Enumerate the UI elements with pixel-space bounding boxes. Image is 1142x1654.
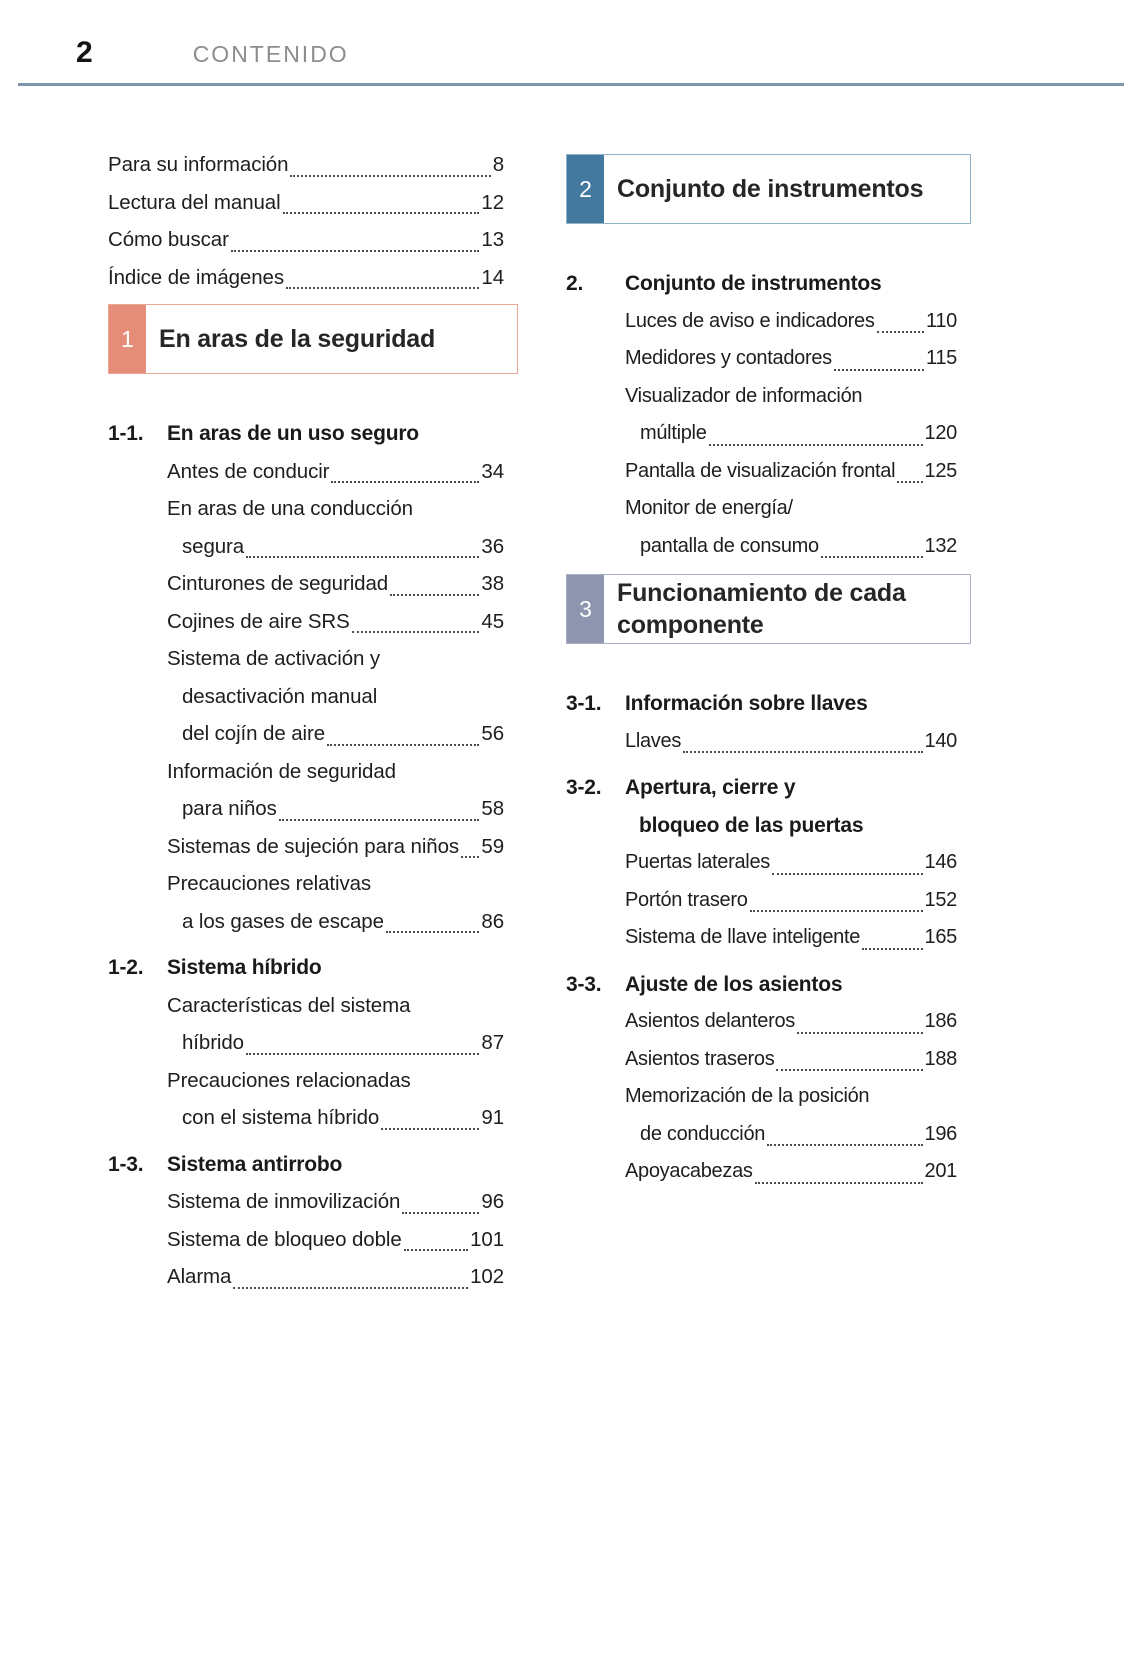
toc-entry [625,1041,957,1079]
leader-dots [327,744,479,746]
toc-entry-line [108,184,518,222]
toc-entry-page: 188 [924,1047,957,1070]
toc-entry-page: 152 [924,888,957,911]
toc-entry-page: 45 [481,609,504,633]
toc-entry-line [625,415,957,453]
leader-dots [386,931,479,933]
toc-entry-line [625,1116,957,1154]
section-banner-2 [566,154,971,224]
toc-list [108,1183,518,1296]
section-number: 3 [579,595,592,622]
group-number: 1-3. [108,1152,144,1176]
group-title-line: Sistema antirrobo [167,1152,343,1176]
toc-entry-label: híbrido [182,1031,244,1054]
toc-entry-page: 14 [481,265,504,289]
toc-entry-line [625,378,957,416]
toc-entry-label: de conducción [640,1122,766,1145]
leader-dots [352,631,480,633]
toc-entry-line [167,790,504,828]
toc-entry [167,603,504,641]
toc-entry-label: Apoyacabezas [625,1160,753,1182]
group-number: 3-2. [566,776,602,799]
group-title [167,415,419,453]
group-heading [566,769,971,844]
toc-entry [625,882,957,920]
toc-entry-label: Pantalla de visualización frontal [625,459,896,482]
group-heading [566,685,971,723]
section-number-tab [567,155,604,223]
toc-entry-page: 120 [924,422,957,444]
toc-entry-line [167,1258,504,1296]
toc-column-right [566,146,971,1305]
toc-entry-page: 101 [470,1227,504,1251]
leader-dots [897,481,922,483]
toc-entry-label: a los gases de escape [182,909,384,933]
toc-entry-page: 38 [481,572,504,595]
toc-entry [167,1183,504,1221]
toc-list [566,303,971,566]
toc-list [108,453,518,941]
toc-entry-line [625,303,957,341]
leader-dots [381,1128,479,1130]
toc-entry [167,865,504,940]
leader-dots [767,1144,922,1146]
toc-entry-line [167,490,504,528]
toc-entry [108,259,518,297]
leader-dots [834,369,924,371]
toc-entry-label: Precauciones relativas [167,872,372,895]
toc-entry-page: 125 [924,459,957,482]
toc-entry-page: 201 [924,1160,957,1182]
toc-entry-page: 132 [924,534,957,557]
group-number: 1-1. [108,422,144,445]
toc-entry-label: Para su información [108,153,289,176]
leader-dots [279,819,480,821]
toc-list [108,146,518,296]
leader-dots [283,212,480,214]
toc-entry-line [167,828,504,866]
toc-entry [625,378,957,453]
toc-entry-line [167,453,504,491]
toc-entry-line [167,528,504,566]
toc-entry [625,1078,957,1153]
toc-entry-line [167,640,504,678]
toc-entry-line [167,715,504,753]
toc-entry-page: 146 [924,851,957,873]
toc-entry-label: Medidores y contadores [625,347,832,369]
toc-entry-page: 102 [470,1265,504,1288]
toc-entry-line [108,146,518,184]
toc-entry-label: Luces de aviso e indicadores [625,309,875,332]
toc-column-left [108,146,518,1305]
toc-entry-label: Monitor de energía/ [625,497,793,519]
toc-entry-label: Sistema de activación y [167,647,381,670]
toc-entry-line [167,1099,504,1137]
toc-entry-label: Alarma [167,1265,232,1288]
toc-entry [167,640,504,753]
toc-entry-page: 12 [481,190,504,214]
section-title [146,305,435,373]
toc-entry-label: Precauciones relacionadas [167,1068,411,1092]
toc-entry-page: 56 [481,722,504,745]
leader-dots [404,1249,468,1251]
toc-entry-line [108,221,518,259]
toc-entry-label: Llaves [625,729,682,752]
leader-dots [683,751,923,753]
toc-entry-line [625,1003,957,1041]
toc-list [566,1003,971,1191]
group-heading [566,265,971,303]
group-title-line: Apertura, cierre y [625,776,796,799]
toc-entry-label: Puertas laterales [625,851,770,873]
toc-entry-page: 87 [481,1031,504,1054]
toc-entry [625,303,957,341]
group-title [625,966,842,1004]
toc-content [0,86,1142,1305]
toc-entry-line [625,723,957,761]
section-number: 2 [579,175,592,202]
section-banner-3 [566,574,971,644]
section-banner-1 [108,304,518,374]
toc-entry-line [625,340,957,378]
toc-entry-line [625,919,957,957]
toc-entry-label: pantalla de consumo [640,534,819,557]
toc-entry [625,1153,957,1191]
toc-entry-line [625,1153,957,1191]
group-heading [108,949,518,987]
toc-list [566,844,971,957]
toc-entry-label: Memorización de la posición [625,1085,870,1107]
toc-entry-page: 86 [481,909,504,933]
toc-entry-label: Sistemas de sujeción para niños [167,834,460,858]
toc-entry-page: 165 [924,926,957,948]
toc-entry-label: Asientos traseros [625,1047,775,1070]
toc-entry [625,453,957,491]
group-title [625,685,868,723]
toc-entry [167,753,504,828]
toc-entry-line [167,865,504,903]
toc-entry-label: Cojines de aire SRS [167,609,350,633]
toc-entry-line [167,565,504,603]
section-number: 1 [121,325,134,352]
toc-entry [108,146,518,184]
group-heading [108,1146,518,1184]
leader-dots [750,910,923,912]
toc-entry-page: 34 [481,459,504,483]
toc-entry-line [167,1062,504,1100]
leader-dots [709,444,923,446]
toc-entry-line [625,844,957,882]
toc-entry-page: 196 [924,1122,957,1145]
toc-entry-label: En aras de una conducción [167,497,413,520]
leader-dots [755,1182,923,1184]
page-header [0,0,1142,70]
toc-entry-label: Antes de conducir [167,459,330,483]
leader-dots [231,250,480,252]
leader-dots [286,287,479,289]
toc-entry [167,987,504,1062]
toc-entry-label: Cómo buscar [108,228,229,251]
leader-dots [233,1287,468,1289]
toc-entry [625,844,957,882]
toc-entry-page: 140 [924,729,957,752]
toc-entry-label: para niños [182,797,277,820]
toc-entry-line [167,603,504,641]
toc-entry [625,919,957,957]
toc-entry-page: 8 [492,153,504,176]
toc-entry [108,221,518,259]
leader-dots [461,856,479,858]
group-title [625,769,863,844]
toc-entry-label: Portón trasero [625,888,748,911]
toc-entry-page: 186 [924,1010,957,1032]
group-title [167,949,322,987]
leader-dots [246,1053,479,1055]
toc-entry-label: Sistema de bloqueo doble [167,1227,402,1251]
toc-entry-page: 13 [481,228,504,251]
leader-dots [772,873,923,875]
group-heading [566,966,971,1004]
group-title [625,265,882,303]
toc-entry-line [167,987,504,1025]
toc-entry-page: 96 [481,1190,504,1213]
toc-entry-page: 58 [481,797,504,820]
group-title-line: En aras de un uso seguro [167,422,419,445]
toc-entry-line [625,528,957,566]
section-title-line: En aras de la seguridad [159,325,436,353]
section-title-line: componente [617,611,764,639]
section-title [604,155,923,223]
toc-entry [167,1258,504,1296]
leader-dots [877,331,924,333]
toc-entry-label: Información de seguridad [167,759,396,783]
toc-entry [625,1003,957,1041]
toc-entry-page: 110 [926,309,957,332]
toc-entry [167,490,504,565]
leader-dots [246,556,479,558]
toc-entry [167,1221,504,1259]
group-title-line: Sistema híbrido [167,956,322,979]
toc-entry-label: Sistema de inmovilización [167,1190,401,1213]
leader-dots [797,1032,923,1034]
group-number: 1-2. [108,956,144,979]
group-heading [108,415,518,453]
toc-entry-page: 91 [481,1106,504,1129]
section-title-line: Conjunto de instrumentos [617,175,924,203]
toc-entry-line [625,1078,957,1116]
toc-entry-line [108,259,518,297]
toc-entry-label: múltiple [640,422,707,444]
toc-list [566,723,971,761]
section-title [604,575,906,643]
toc-entry-line [625,490,957,528]
leader-dots [821,556,923,558]
toc-entry-line [167,1024,504,1062]
toc-list [108,987,518,1137]
toc-entry [625,723,957,761]
toc-entry-label: Lectura del manual [108,190,281,214]
leader-dots [331,481,479,483]
toc-entry-line [625,882,957,920]
toc-entry-label: Índice de imágenes [108,265,284,289]
toc-entry-page: 36 [481,534,504,558]
group-number: 2. [566,272,584,295]
section-number-tab [567,575,604,643]
leader-dots [862,948,922,950]
leader-dots [776,1069,922,1071]
toc-entry [625,490,957,565]
toc-entry-label: desactivación manual [182,684,378,708]
leader-dots [390,594,479,596]
toc-entry-line [625,453,957,491]
toc-entry-line [167,903,504,941]
toc-entry-page: 115 [926,347,957,369]
toc-entry-label: Sistema de llave inteligente [625,926,861,948]
toc-entry-label: con el sistema híbrido [182,1106,380,1129]
toc-entry-line [167,1183,504,1221]
toc-entry [167,828,504,866]
toc-entry-label: del cojín de aire [182,722,326,745]
group-number: 3-3. [566,972,602,996]
section-title-line: Funcionamiento de cada [617,579,906,607]
group-title-line: Información sobre llaves [625,692,868,715]
group-title-line: Ajuste de los asientos [625,972,843,996]
toc-entry-label: Asientos delanteros [625,1010,795,1032]
toc-entry-page: 59 [481,834,504,858]
leader-dots [290,175,490,177]
toc-entry-label: Cinturones de seguridad [167,572,389,595]
toc-entry [167,565,504,603]
toc-entry [625,340,957,378]
toc-entry [167,1062,504,1137]
page-title: CONTENIDO [192,41,349,67]
leader-dots [402,1212,479,1214]
toc-entry [108,184,518,222]
toc-entry-label: Características del sistema [167,993,411,1017]
group-title [167,1146,342,1184]
toc-entry-line [167,1221,504,1259]
toc-entry-label: segura [182,534,245,558]
toc-entry [167,453,504,491]
group-number: 3-1. [566,692,602,715]
page-number: 2 [76,36,93,69]
toc-entry-line [625,1041,957,1079]
section-number-tab [109,305,146,373]
toc-entry-line [167,678,504,716]
toc-entry-line [167,753,504,791]
group-title-line: Conjunto de instrumentos [625,272,882,295]
group-title-line: bloqueo de las puertas [639,813,864,837]
toc-entry-label: Visualizador de información [625,384,863,407]
